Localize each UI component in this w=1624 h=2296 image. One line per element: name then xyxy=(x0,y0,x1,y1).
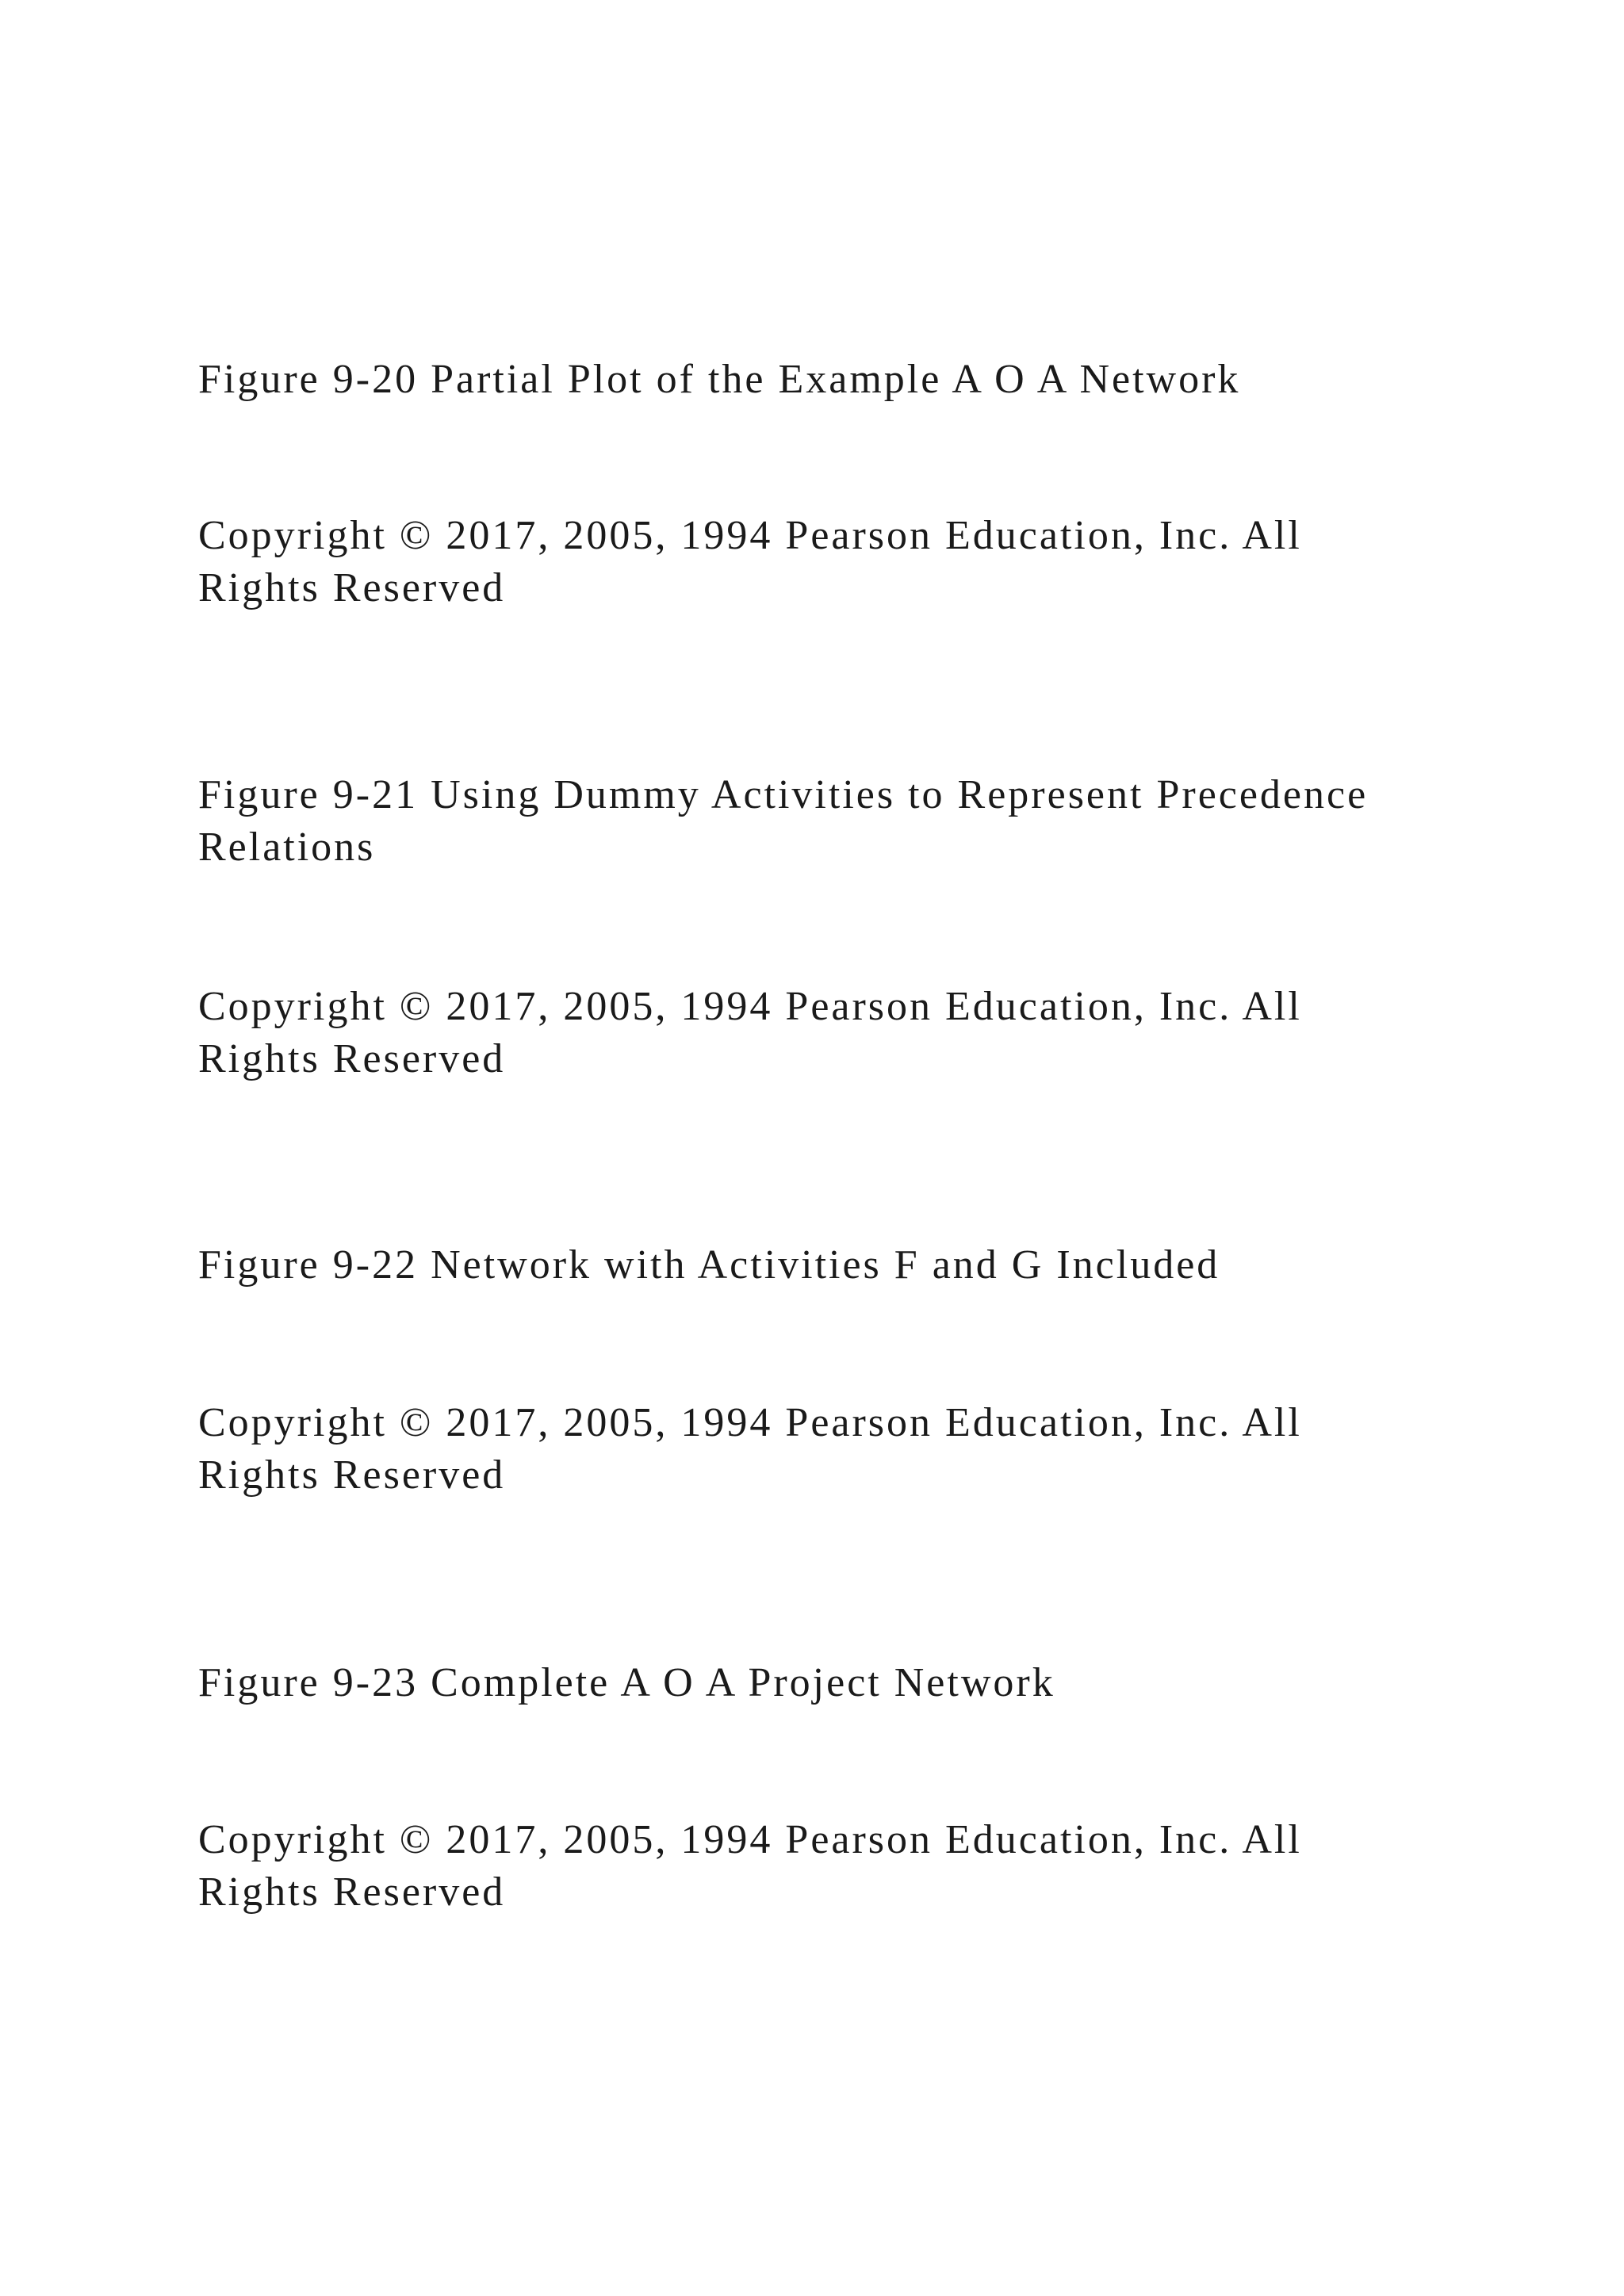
copyright-line-2: Rights Reserved xyxy=(198,1869,506,1915)
copyright-notice xyxy=(198,981,1435,1085)
copyright-notice xyxy=(198,1814,1435,1919)
figure-caption-9-21 xyxy=(198,769,1435,874)
caption-line-2: Relations xyxy=(198,825,376,870)
figure-caption-9-23: Figure 9-23 Complete A O A Project Network xyxy=(198,1660,1055,1705)
copyright-notice xyxy=(198,510,1435,614)
copyright-notice xyxy=(198,1397,1435,1502)
copyright-line-1: Copyright © 2017, 2005, 1994 Pearson Education, Inc. All xyxy=(198,1817,1302,1862)
copyright-line-1: Copyright © 2017, 2005, 1994 Pearson Education, Inc. All xyxy=(198,1400,1302,1445)
figure-caption-9-20: Figure 9-20 Partial Plot of the Example A O A Network xyxy=(198,357,1241,402)
copyright-line-2: Rights Reserved xyxy=(198,565,506,610)
copyright-line-2: Rights Reserved xyxy=(198,1036,506,1081)
copyright-line-1: Copyright © 2017, 2005, 1994 Pearson Education, Inc. All xyxy=(198,513,1302,558)
figure-caption-9-22: Figure 9-22 Network with Activities F and G Included xyxy=(198,1242,1220,1288)
copyright-line-2: Rights Reserved xyxy=(198,1452,506,1498)
copyright-line-1: Copyright © 2017, 2005, 1994 Pearson Education, Inc. All xyxy=(198,984,1302,1029)
caption-line-1: Figure 9-21 Using Dummy Activities to Represent Precedence xyxy=(198,772,1369,817)
